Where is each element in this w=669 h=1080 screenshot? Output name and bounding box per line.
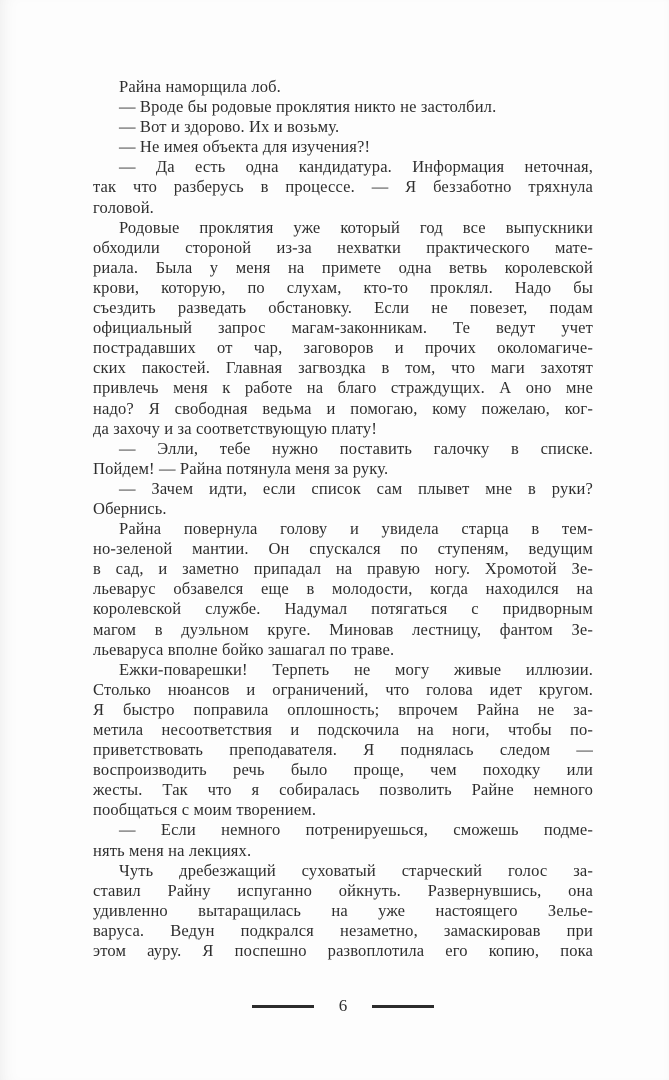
text-block	[93, 77, 593, 961]
text-line: Райна наморщила лоб.	[119, 77, 281, 96]
text-line: риала. Была у меня на примете одна ветвь королевской	[93, 257, 593, 277]
text-line: привлечь меня к работе на благо страждущих. А оно мне	[93, 378, 593, 398]
paragraph	[93, 479, 593, 519]
text-line: Я быстро поправила оплошность; впрочем Райна не за-	[93, 699, 593, 719]
text-line: Ежки-поварешки! Терпеть не могу живые иллюзии.	[119, 659, 593, 679]
paragraph	[93, 117, 593, 137]
text-line: Обернись.	[93, 498, 167, 518]
text-line: этом ауру. Я поспешно развоплотила его копию, пока	[93, 941, 593, 961]
text-line: да захочу и за соответствующую плату!	[93, 418, 377, 438]
page-footer	[93, 996, 593, 1016]
paragraph	[93, 861, 593, 961]
paragraph	[93, 77, 593, 97]
text-line: нять меня на лекциях.	[93, 840, 252, 860]
text-line: Чуть дребезжащий суховатый старческий голос за-	[119, 860, 593, 880]
text-line: съездить разведать обстановку. Если не повезет, подам	[93, 298, 593, 318]
text-line: королевской службе. Надумал потягаться с придворным	[93, 599, 593, 619]
text-line: льеваруса вполне бойко зашагал по траве.	[93, 639, 395, 659]
paragraph	[93, 218, 593, 439]
text-line: — Если немного потренируешься, сможешь подме-	[119, 820, 593, 840]
text-line: пострадавших от чар, заговоров и прочих околомагиче-	[93, 338, 593, 358]
text-line: в сад, и заметно припадал на правую ногу. Хромотой Зе-	[93, 559, 593, 579]
text-line: — Зачем идти, если список сам плывет мне в руки?	[119, 478, 593, 498]
paragraph	[93, 97, 593, 117]
paragraph	[93, 820, 593, 860]
text-line: удивленно вытаращилась на уже настоящего Зелье-	[93, 900, 593, 920]
paragraph	[93, 660, 593, 821]
text-line: — Вот и здорово. Их и возьму.	[119, 117, 340, 137]
paragraph	[93, 519, 593, 660]
text-line: — Вроде бы родовые проклятия никто не застолбил.	[119, 97, 497, 117]
text-line: — Не имея объекта для изучения?!	[119, 137, 371, 157]
text-line: — Да есть одна кандидатура. Информация неточная,	[119, 157, 593, 177]
page-number: 6	[338, 996, 348, 1015]
text-line: головой.	[93, 197, 154, 217]
text-line: — Элли, тебе нужно поставить галочку в списке.	[119, 438, 593, 458]
text-line: метила несоответствия и подскочила на ноги, чтобы по-	[93, 720, 593, 739]
paragraph	[93, 439, 593, 479]
text-line: обходили стороной из-за нехватки практического мате-	[93, 237, 593, 257]
text-line: ских пакостей. Главная загвоздка в том, что маги захотят	[93, 358, 593, 378]
text-line: Райна повернула голову и увидела старца в тем-	[119, 519, 593, 539]
paragraph	[93, 157, 593, 217]
text-line: крови, которую, по слухам, кто-то проклял. Надо бы	[93, 277, 593, 297]
text-line: Пойдем! — Райна потянула меня за руку.	[93, 458, 389, 478]
text-line: Родовые проклятия уже который год все выпускники	[119, 217, 593, 237]
text-line: льеварус обзавелся еще в молодости, когда находился на	[93, 579, 593, 599]
text-line: приветствовать преподавателя. Я поднялась следом —	[93, 740, 593, 760]
text-line: пообщаться с моим творением.	[93, 800, 317, 820]
footer-rule-right	[372, 1005, 434, 1008]
text-line: официальный запрос магам-законникам. Те ведут учет	[93, 318, 593, 338]
text-line: так что разберусь в процессе. — Я беззаботно тряхнула	[93, 177, 593, 197]
paragraph	[93, 137, 593, 157]
text-line: но-зеленой мантии. Он спускался по ступеням, ведущим	[93, 539, 593, 559]
text-line: ставил Райну испуганно ойкнуть. Развернувшись, она	[93, 880, 593, 900]
text-line: Столько нюансов и ограничений, что голова идет кругом.	[93, 679, 593, 699]
text-line: магом в дуэльном круге. Миновав лестницу, фантом Зе-	[93, 619, 593, 639]
text-line: жесты. Так что я собиралась позволить Райне немного	[93, 780, 593, 800]
footer-rule-left	[252, 1005, 314, 1008]
text-line: воспроизводить речь было проще, чем походку или	[93, 760, 593, 780]
text-line: варуса. Ведун подкрался незаметно, замаскировав при	[93, 920, 593, 940]
text-line: надо? Я свободная ведьма и помогаю, кому пожелаю, ког-	[93, 398, 593, 418]
